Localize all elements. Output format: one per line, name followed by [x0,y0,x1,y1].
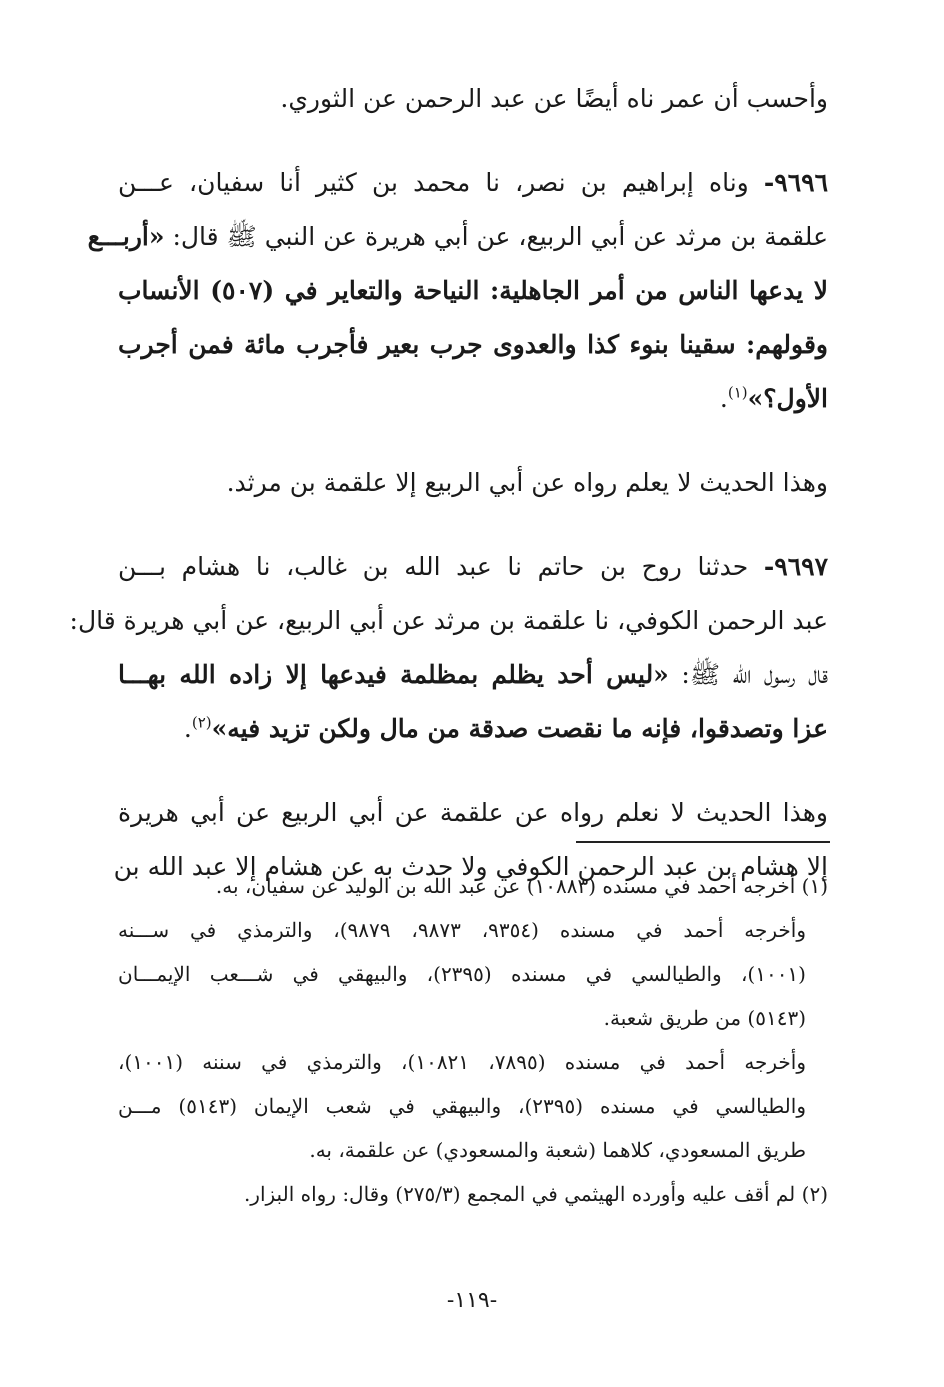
intro-line: وأحسب أن عمر ناه أيضًا عن عبد الرحمن عن الثوري. [280,84,828,113]
hadith-9696-line-5: الأول؟»$^{(١)}$. [719,383,828,413]
footnote-1-line-5: وأخرجه أحمد في مسنده (٧٨٩٥، ١٠٨٢١)، والترمذي في سننه (١٠٠١)، [118,1050,807,1074]
hadith-9697-line-1: ٩٦٩٧- حدثنا روح بن حاتم نا عبد الله بن غالب، نا هشام بـــن [118,552,828,581]
footnote-divider [576,841,830,843]
page-number: -١١٩- [446,1288,498,1313]
hadith-number: ٩٦٩٦- [763,168,828,197]
footnote-1-line-7: طريق المسعودي، كلاهما (شعبة والمسعودي) عن علقمة، به. [309,1138,806,1162]
footnote-1-line-3: (١٠٠١)، والطيالسي في مسنده (٢٣٩٥)، والبيهقي في شـــعب الإيمـــان [118,962,806,986]
footnote-1-line-1: (١) أخرجه أحمد في مسنده (١٠٨٨٣) عن عبد الله بن الوليد عن سفيان، به. [215,874,828,898]
hadith-9696-line-1: ٩٦٩٦- وناه إبراهيم بن نصر، نا محمد بن كثير أنا سفيان، عـــن [118,168,828,197]
main-text [69,72,829,894]
hadith-number: ٩٦٩٧- [763,552,828,581]
footnote-ref-2[interactable]: (٢) [191,713,212,732]
footnote-1-line-2: وأخرجه أحمد في مسنده (٩٣٥٤، ٩٨٧٣، ٩٨٧٩)، والترمذي في ســـنه [118,918,807,942]
hadith-9696-line-3: لا يدعها الناس من أمر الجاهلية: النياحة والتعاير في (٥٠٧) الأنساب [118,276,829,305]
footnote-1-line-6: والطيالسي في مسنده (٢٣٩٥)، والبيهقي في شعب الإيمان (٥١٤٣) مـــن [118,1094,806,1118]
hadith-9697-line-4: عزا وتصدقوا، فإنه ما نقصت صدقة من مال ولكن تزيد فيه»$^{(٢)}$. [183,713,828,743]
hadith-9697-line-3: قال رسول الله ﷺ: «ليس أحد يظلم بمظلمة فيدعها إلا زاده الله بهـــا [118,660,828,689]
comment-9697-line-2: إلا هشام بن عبد الرحمن الكوفي ولا حدث به عن هشام إلا عبد الله بن [113,852,828,881]
footnote-2-line-1: (٢) لم أقف عليه وأورده الهيثمي في المجمع (٢٧٥/٣) وقال: رواه البزار. [243,1182,828,1206]
hadith-9696-line-2: علقمة بن مرثد عن أبي الربيع، عن أبي هريرة عن النبي ﷺ قال: «أربـــع [87,222,828,251]
footnote-1-line-4: (٥١٤٣) من طريق شعبة. [603,1006,806,1030]
hadith-9696-line-4: وقولهم: سقينا بنوء كذا والعدوى جرب بعير فأجرب مائة فمن أجرب [118,330,828,359]
comment-9697-line-1: وهذا الحديث لا نعلم رواه عن علقمة عن أبي الربيع عن أبي هريرة [118,798,828,827]
hadith-9697-line-2: عبد الرحمن الكوفي، نا علقمة بن مرثد عن أبي الربيع، عن أبي هريرة قال: [69,606,828,635]
footnotes [118,864,828,1216]
comment-9696: وهذا الحديث لا يعلم رواه عن أبي الربيع إلا علقمة بن مرثد. [226,468,828,497]
footnote-ref-1[interactable]: (١) [727,383,748,402]
